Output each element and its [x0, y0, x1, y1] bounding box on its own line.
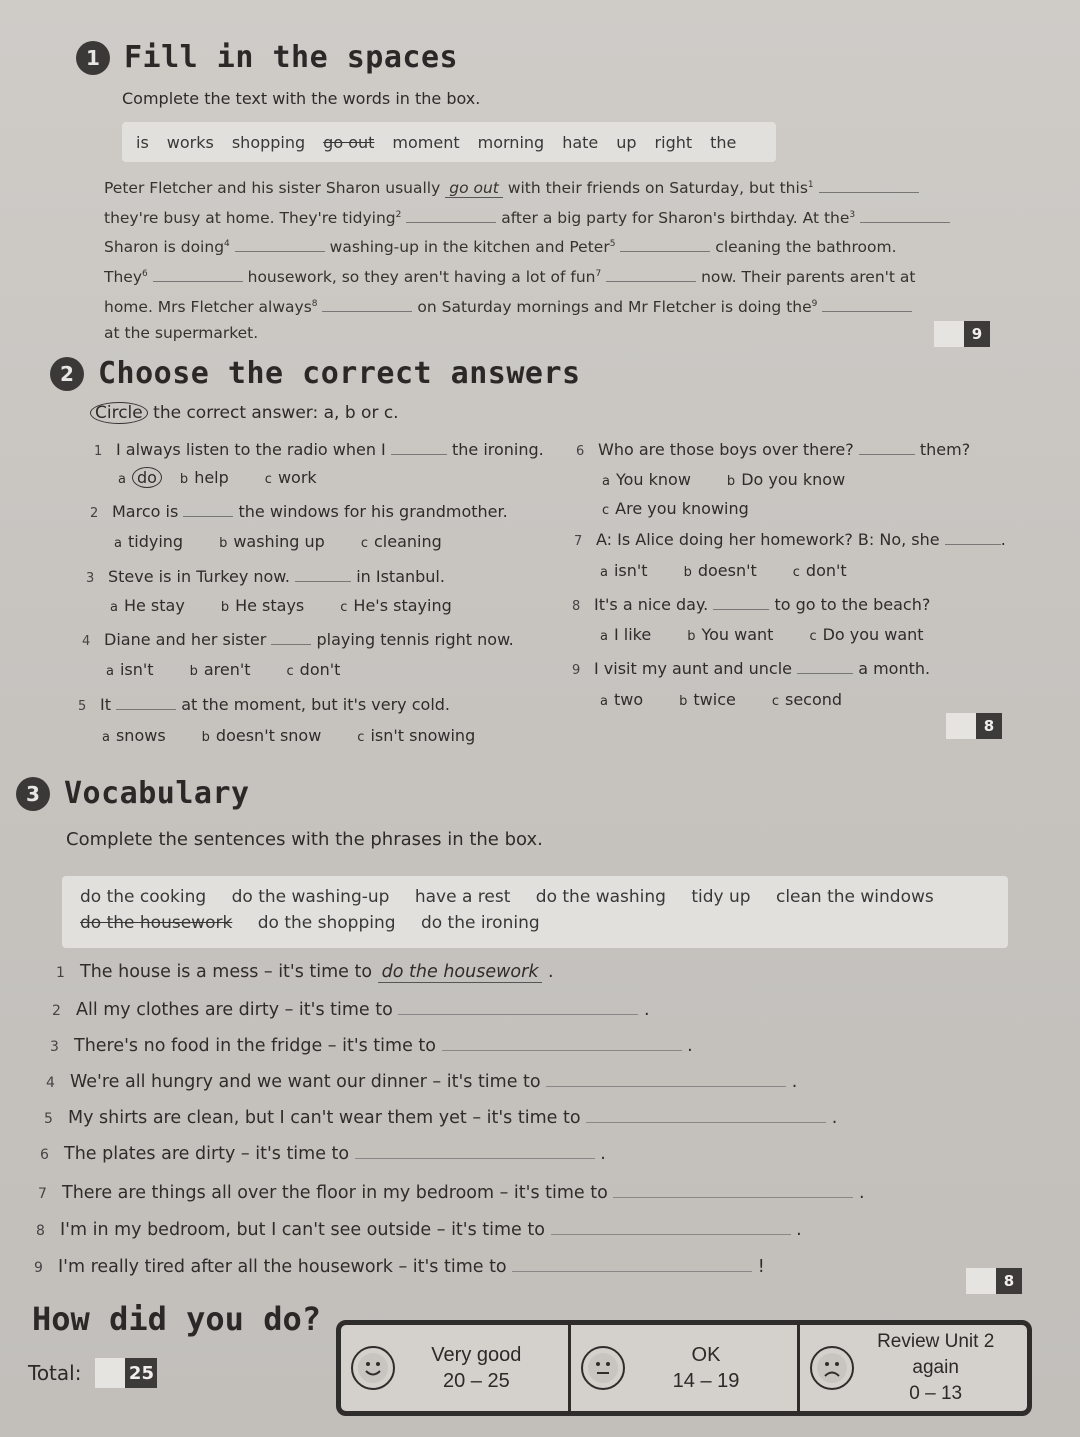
result-very-good: Very good 20 – 25 [341, 1325, 571, 1411]
section-3-header [16, 776, 250, 811]
total-score [28, 1358, 157, 1388]
options: a isn't b doesn't c don't [600, 561, 847, 580]
question: 1 I always listen to the radio when I the ironing. [94, 440, 544, 459]
score-entry-box[interactable] [934, 321, 964, 347]
blank-3[interactable] [860, 206, 950, 223]
section-title: Vocabulary [64, 776, 250, 811]
result-ok: OK 14 – 19 [571, 1325, 801, 1411]
result-table [336, 1320, 1032, 1416]
section-1-instruction: Complete the text with the words in the box. [122, 89, 481, 108]
word: the [710, 132, 737, 152]
section-title: Choose the correct answers [98, 356, 581, 391]
sentence: 2 All my clothes are dirty – it's time to . [52, 1000, 650, 1020]
answer-line[interactable] [442, 1034, 682, 1051]
question: 7 A: Is Alice doing her homework? B: No, she . [574, 530, 1006, 549]
blank-9[interactable] [822, 295, 912, 312]
word: shopping [231, 132, 306, 152]
option-selected[interactable]: do [132, 467, 162, 488]
sentence: 4 We're all hungry and we want our dinner – it's time to . [46, 1072, 798, 1092]
blank-6[interactable] [153, 265, 243, 282]
answer-line[interactable] [613, 1181, 853, 1198]
question: 3 Steve is in Turkey now. in Istanbul. [86, 567, 445, 586]
phrase-box [62, 876, 1008, 948]
sentence: 3 There's no food in the fridge – it's time to . [50, 1036, 693, 1056]
section-3-score: 8 [966, 1268, 1022, 1294]
summary-title: How did you do? [32, 1300, 321, 1338]
answer-line[interactable] [512, 1255, 752, 1272]
phrase: do the washing-up [231, 887, 390, 907]
total-entry-box[interactable] [95, 1358, 125, 1388]
phrase: do the shopping [257, 913, 396, 933]
phrase: tidy up [691, 887, 751, 907]
options: a I like b You want c Do you want [600, 625, 924, 644]
happy-face-icon [351, 1346, 395, 1390]
question: 8 It's a nice day. to go to the beach? [572, 595, 931, 614]
phrase: have a rest [414, 887, 511, 907]
section-number: 2 [50, 357, 84, 391]
sentence: 5 My shirts are clean, but I can't wear them yet – it's time to . [44, 1108, 838, 1128]
sentence: 9 I'm really tired after all the housework – it's time to ! [34, 1257, 765, 1277]
blank-7[interactable] [606, 265, 696, 282]
sad-face-icon [810, 1346, 854, 1390]
phrase: do the ironing [420, 913, 540, 933]
sentence: 8 I'm in my bedroom, but I can't see outside – it's time to . [36, 1220, 802, 1240]
answer-example: do the housework [378, 962, 543, 983]
sentence: 7 There are things all over the floor in my bedroom – it's time to . [38, 1183, 865, 1203]
result-review: Review Unit 2 again 0 – 13 [800, 1325, 1027, 1411]
question: 6 Who are those boys over there? them? [576, 440, 971, 459]
word: morning [477, 132, 545, 152]
section-3-instruction: Complete the sentences with the phrases in the box. [66, 829, 543, 850]
blank-4[interactable] [235, 235, 325, 252]
options: a isn't b aren't c don't [106, 660, 341, 679]
options: a two b twice c second [600, 690, 843, 709]
neutral-face-icon [581, 1346, 625, 1390]
answer-line[interactable] [546, 1070, 786, 1087]
score-entry-box[interactable] [966, 1268, 996, 1294]
word: up [616, 132, 637, 152]
word: hate [562, 132, 599, 152]
answer-line[interactable] [398, 998, 638, 1015]
options: a do b help c work [118, 468, 317, 487]
section-2-instruction: Circle the correct answer: a, b or c. [90, 403, 399, 423]
word: works [166, 132, 214, 152]
options: a You know b Do you know [602, 470, 846, 489]
total-label: Total: [28, 1361, 82, 1385]
options: a snows b doesn't snow c isn't snowing [102, 726, 476, 745]
score-entry-box[interactable] [946, 713, 976, 739]
options: c Are you knowing [602, 499, 749, 518]
blank-8[interactable] [322, 295, 412, 312]
sentence: 1 The house is a mess – it's time to do the housework . [56, 962, 554, 982]
blank-1[interactable] [819, 176, 919, 193]
word-box [122, 122, 776, 162]
question: 4 Diane and her sister playing tennis right now. [82, 630, 514, 649]
section-number: 3 [16, 777, 50, 811]
section-1-score: 9 [934, 321, 990, 347]
phrase: do the cooking [80, 887, 207, 907]
section-1-header [76, 40, 458, 75]
section-2-header [50, 356, 581, 391]
blank-2[interactable] [406, 206, 496, 223]
options: a tidying b washing up c cleaning [114, 532, 442, 551]
total-value: 25 [125, 1358, 157, 1388]
answer-line[interactable] [355, 1142, 595, 1159]
word-used: go out [323, 132, 375, 152]
options: a He stay b He stays c He's staying [110, 596, 452, 615]
question: 9 I visit my aunt and uncle a month. [572, 659, 931, 678]
question: 2 Marco is the windows for his grandmother. [90, 502, 508, 521]
phrase: do the washing [535, 887, 666, 907]
word: is [136, 132, 149, 152]
section-2-score: 8 [946, 713, 1002, 739]
blank-5[interactable] [620, 235, 710, 252]
section-number: 1 [76, 41, 110, 75]
word: right [654, 132, 693, 152]
answer-line[interactable] [586, 1106, 826, 1123]
answer-example: go out [445, 179, 503, 198]
phrase-used: do the housework [80, 913, 233, 933]
sentence: 6 The plates are dirty – it's time to . [40, 1144, 606, 1164]
phrase: clean the windows [775, 887, 934, 907]
gap-fill-text: Peter Fletcher and his sister Sharon usually go out with their friends on Saturday, but this$^1$ they're busy at home. They're tidying$^2$ after a big party for Sharon's birthday. At the$^3$ Sharon is doing$^4$ washing-up in the kitchen and Peter$^5$ cleaning the bathroom. They$^6$ housework, so they aren't having a lot of fun$^7$ now. Their parents aren't at home. Mrs Fletcher always$^8$ on Saturday mornings and Mr Fletcher is doing the$^9$ at the supermarket. [104, 172, 984, 347]
word: moment [392, 132, 460, 152]
section-title: Fill in the spaces [124, 40, 459, 75]
question: 5 It at the moment, but it's very cold. [78, 695, 450, 714]
answer-line[interactable] [551, 1218, 791, 1235]
